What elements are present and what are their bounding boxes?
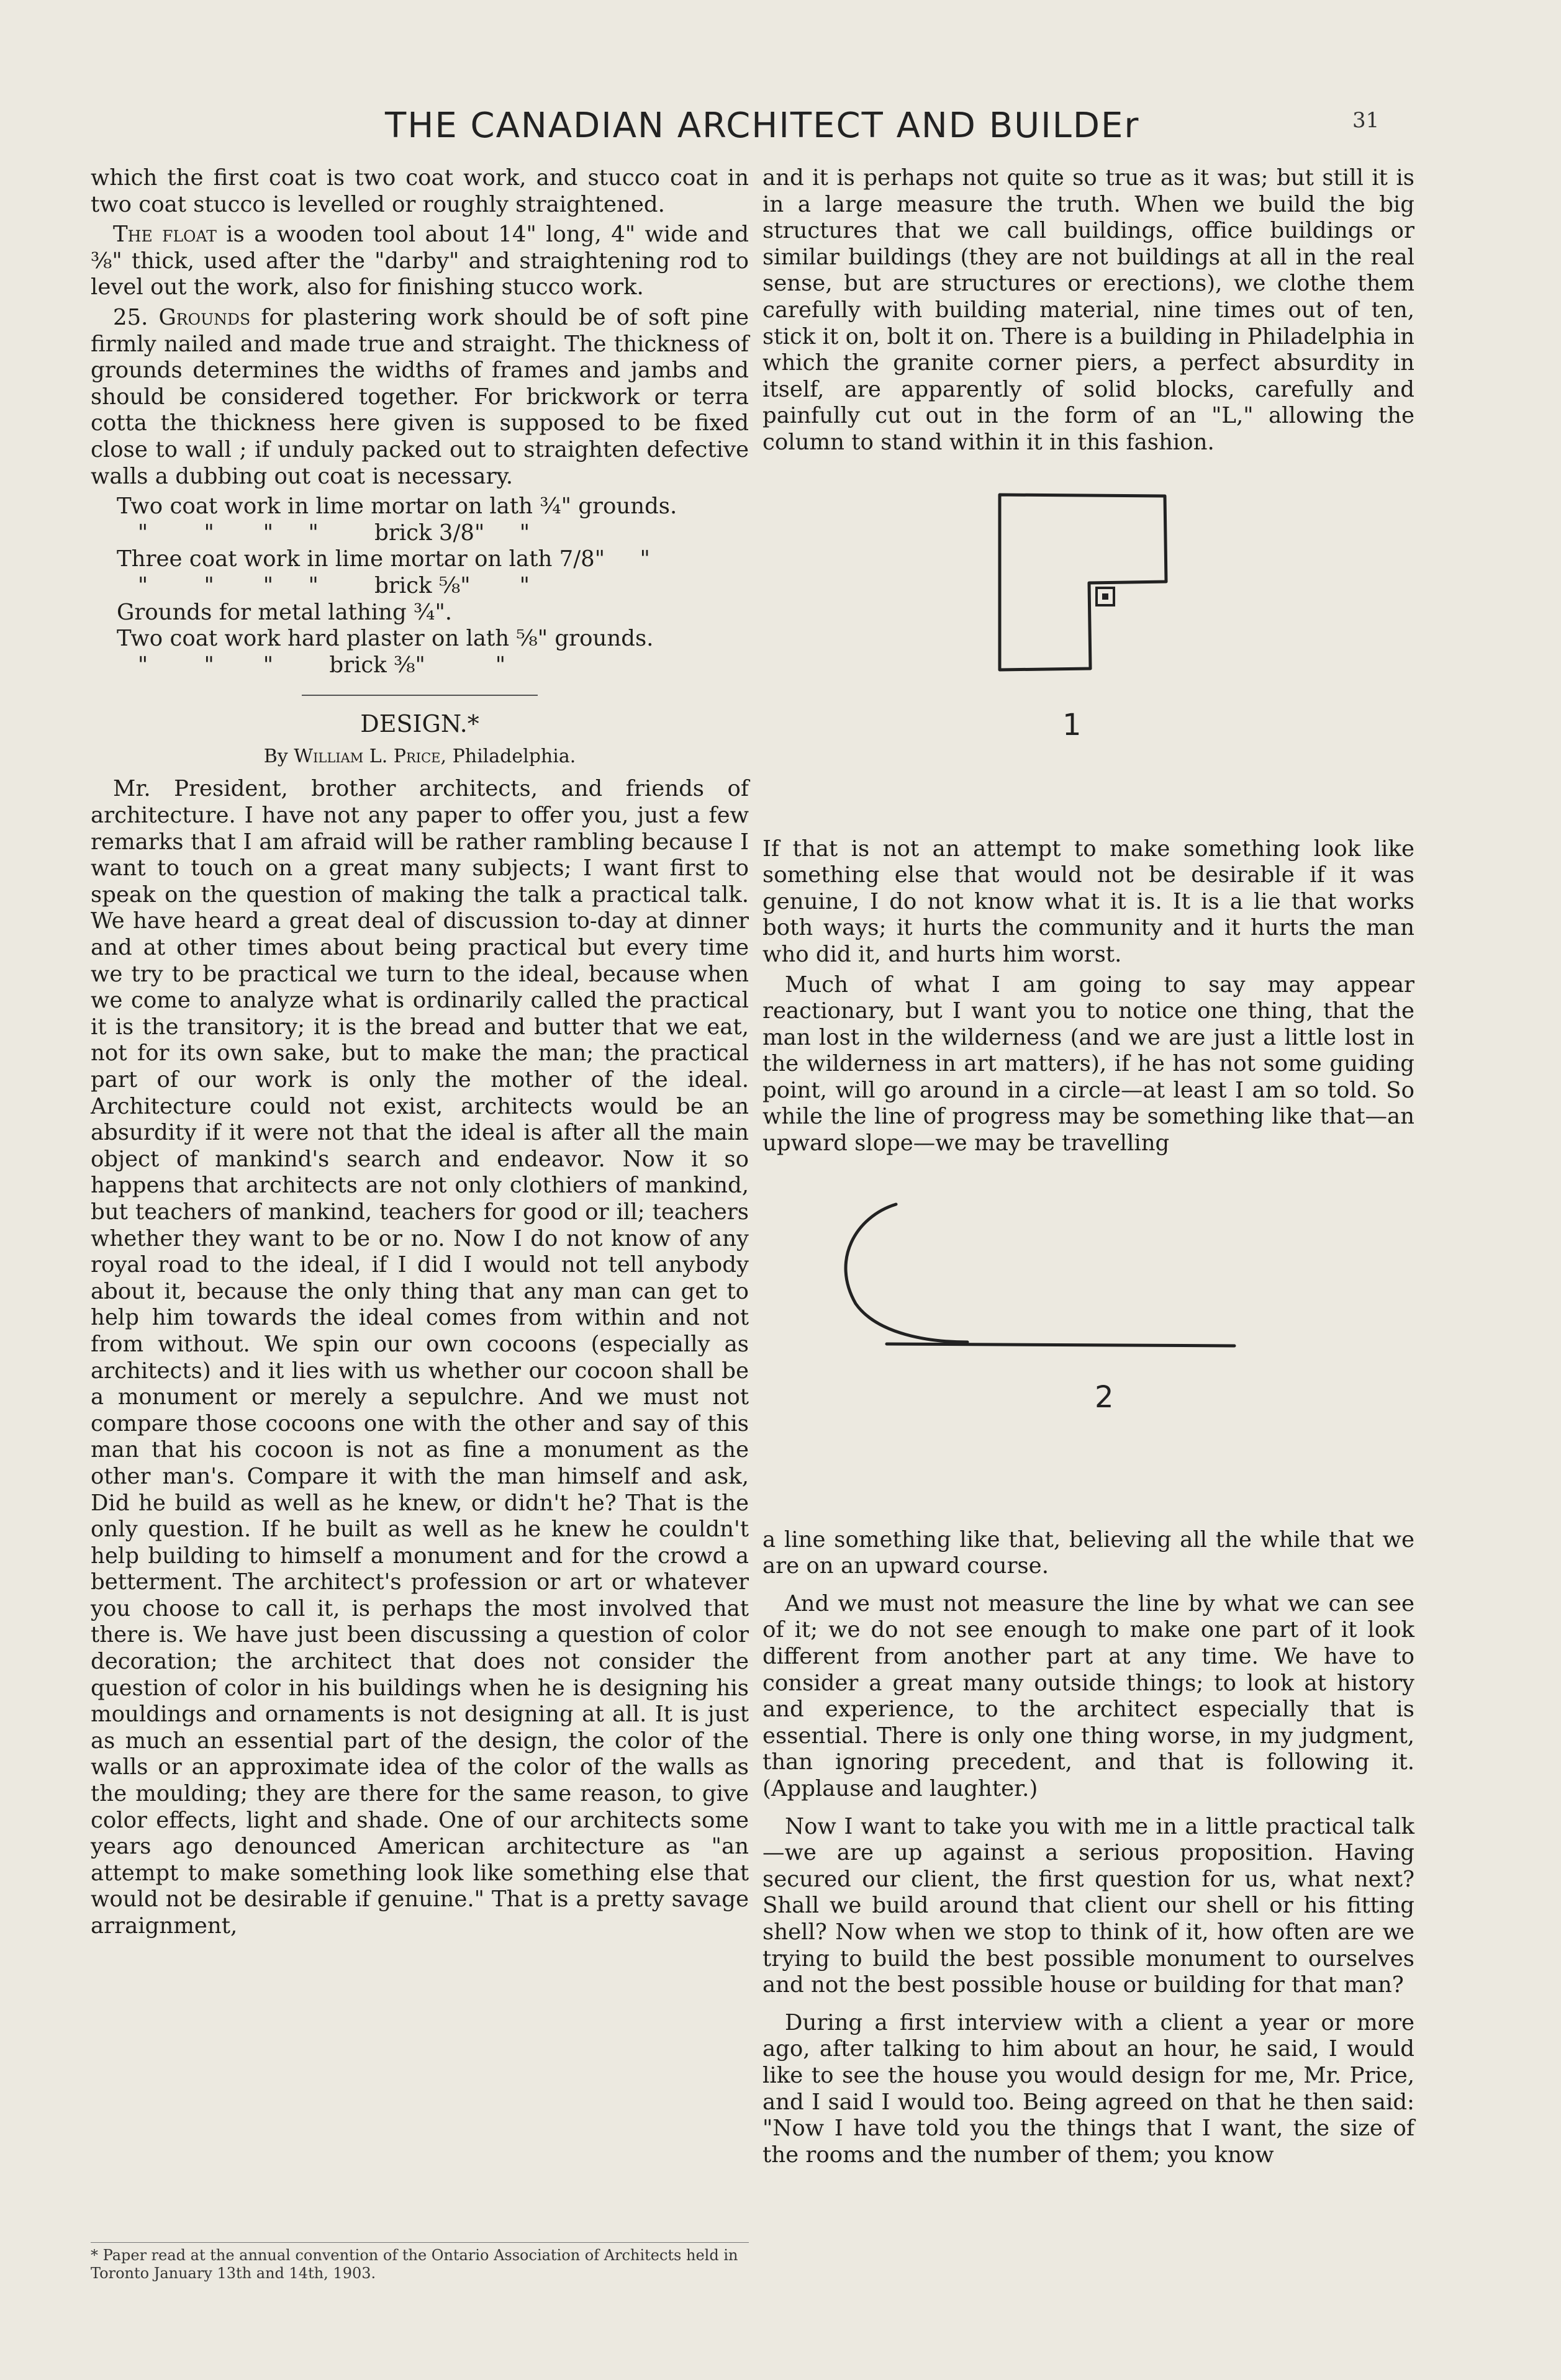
running-head: THE CANADIAN ARCHITECT AND BUILDEr <box>385 106 1140 146</box>
grounds-row: " " " " brick 3/8" " <box>117 520 530 546</box>
paragraph-measure: And we must not measure the line by what we can see of it; we do not see enough to make one part of it look different from another part at any time. We have to consider a great many outside things; to look at history and experience, to the architect especially that is essential. There is only one thing worse, in my judgment, than ignoring precedent, and that is following it. (Applause and laughter.) <box>762 1590 1414 1801</box>
grounds-table <box>117 494 749 678</box>
figure-1 <box>762 489 1414 836</box>
grounds-row: " " " " brick ⅝" " <box>117 572 530 598</box>
circle-line-drawing <box>762 1179 1414 1453</box>
paragraph-line: a line something like that, believing all the while that we are on an upward course. <box>762 1526 1414 1579</box>
left-column <box>91 165 749 1944</box>
paragraph-grounds-text: for plastering work should be of soft pine firmly nailed and made true and straight. The thickness of grounds determines the widths of frames and jambs and should be considered together. For brickwork or terra cotta the thickness here given is supposed to be fixed close to wall ; if unduly packed out to straighten defective walls a dubbing out coat is necessary. <box>91 304 749 489</box>
paragraph-practical-talk: Now I want to take you with me in a little practical talk—we are up against a serious proposition. Having secured our client, the first question for us, what next? Shall we build around that client our shell or his fitting shell? Now when we stop to think of it, how often are we trying to build the best possible monument to ourselves and not the best possible house or building for that man? <box>762 1813 1414 1998</box>
grounds-row: Three coat work in lime mortar on lath 7/8" " <box>117 546 650 572</box>
page-header <box>0 99 1561 155</box>
article-body: Mr. President, brother architects, and friends of architecture. I have not any paper to offer you, just a few remarks that I am afraid will be rather rambling because I want to touch on a great many subjects; I want first to speak on the question of making the talk a practical talk. We have heard a great deal of discussion to-day at dinner and at other times about being practical but every time we try to be practical we turn to the ideal, because when we come to analyze what is ordinarily called the practical it is the transitory; it is the bread and butter that we eat, not for its own sake, but to make the man; the practical part of our work is only the mother of the ideal. Architecture could not exist, architects would be an absurdity if it were not that the ideal is after all the main object of mankind's search and endeavor. Now it so happens that architects are not only clothiers of mankind, but teachers of mankind, teachers for good or ill; teachers whether they want to be or no. Now I do not know of any royal road to the ideal, if I did I would not tell anybody about it, because the only thing that any man can get to help him towards the ideal comes from within and not from without. We spin our own cocoons (especially as architects) and it lies with us whether our cocoon shall be a monument or merely a sepulchre. And we must not compare those cocoons one with the other and say of this man that his cocoon is not as fine a monument as the other man's. Compare it with the man himself and ask, Did he build as well as he knew, or didn't he? That is the only question. If he built as well as he knew he couldn't help building to himself a monument and for the crowd a betterment. The architect's profession or art or whatever you choose to call it, is perhaps the most involved that there is. We have just been discussing a question of color decoration; the architect that does not consider the question of color in his buildings when he is designing his mouldings and ornaments is not designing at all. It is just as much an essential part of the design, the color of the walls or an approximate idea of the color of the walls as the moulding; they are there for the same reason, to give color effects, light and shade. One of our architects some years ago denounced American architecture as "an attempt to make something look like something else that would not be desirable if genuine." That is a pretty savage arraignment, <box>91 776 749 1939</box>
byline-by: By <box>263 745 294 767</box>
page-number: 31 <box>1352 108 1380 133</box>
article-title: DESIGN.* <box>360 710 479 738</box>
term-float: The float <box>113 222 217 248</box>
grounds-row: Grounds for metal lathing ¾". <box>117 599 453 625</box>
grounds-row: Two coat work hard plaster on lath ⅝" grounds. <box>117 626 654 652</box>
author-name: William L. Price <box>294 745 441 767</box>
section-number: 25. <box>113 304 159 330</box>
paragraph-grounds <box>91 305 749 490</box>
paragraph-float-text: is a wooden tool about 14" long, 4" wide and ⅜" thick, used after the "darby" and straightening rod to level out the work, also for finishing stucco work. <box>91 222 749 300</box>
paragraph-stucco: which the first coat is two coat work, and stucco coat in two coat stucco is levelled or roughly straightened. <box>91 165 749 217</box>
right-column <box>762 165 1414 2172</box>
figure-1-label: 1 <box>1062 707 1082 742</box>
figure-2 <box>762 1179 1414 1527</box>
grounds-row: " " " brick ⅜" " <box>117 652 506 678</box>
section-divider <box>302 695 538 696</box>
paragraph-interview: During a first interview with a client a year or more ago, after talking to him about an hour, he said, I would like to see the house you would design for me, Mr. Price, and I said I would too. Being agreed on that he then said: "Now I have told you the things that I want, the size of the rooms and the number of them; you know <box>762 2009 1414 2168</box>
paragraph-float <box>91 222 749 301</box>
author-place: , Philadelphia. <box>440 745 576 767</box>
byline <box>91 744 749 770</box>
grounds-row: Two coat work in lime mortar on lath ¾" grounds. <box>117 494 677 520</box>
term-grounds: Grounds <box>158 304 251 330</box>
l-pier-drawing <box>762 489 1414 762</box>
figure-2-label: 2 <box>1095 1379 1114 1415</box>
paragraph-structures: and it is perhaps not quite so true as it was; but still it is in a large measure the truth. When we build the big structures that we call buildings, office buildings or similar buildings (they are not buildings at all in the real sense, but are structures or erections), we clothe them carefully with building material, nine times out of ten, stick it on, bolt it on. There is a building in Philadelphia in which the granite corner piers, a perfect absurdity in itself, are apparently of solid blocks, carefully and painfully cut out in the form of an "L," allowing the column to stand within it in this fashion. <box>762 165 1414 455</box>
paragraph-wilderness: Much of what I am going to say may appear reactionary, but I want you to notice one thing, that the man lost in the wilderness (and we are just a little lost in the wilderness in art matters), if he has not some guiding point, will go around in a circle—at least I am so told. So while the line of progress may be something like that—an upward slope—we may be travelling <box>762 971 1414 1156</box>
footnote: * Paper read at the annual convention of the Ontario Association of Architects held in Toronto January 13th and 14th, 1903. <box>91 2242 749 2283</box>
paragraph-lie: If that is not an attempt to make something look like something else that would not be desirable if it was genuine, I do not know what it is. It is a lie that works both ways; it hurts the community and it hurts the man who did it, and hurts him worst. <box>762 836 1414 967</box>
